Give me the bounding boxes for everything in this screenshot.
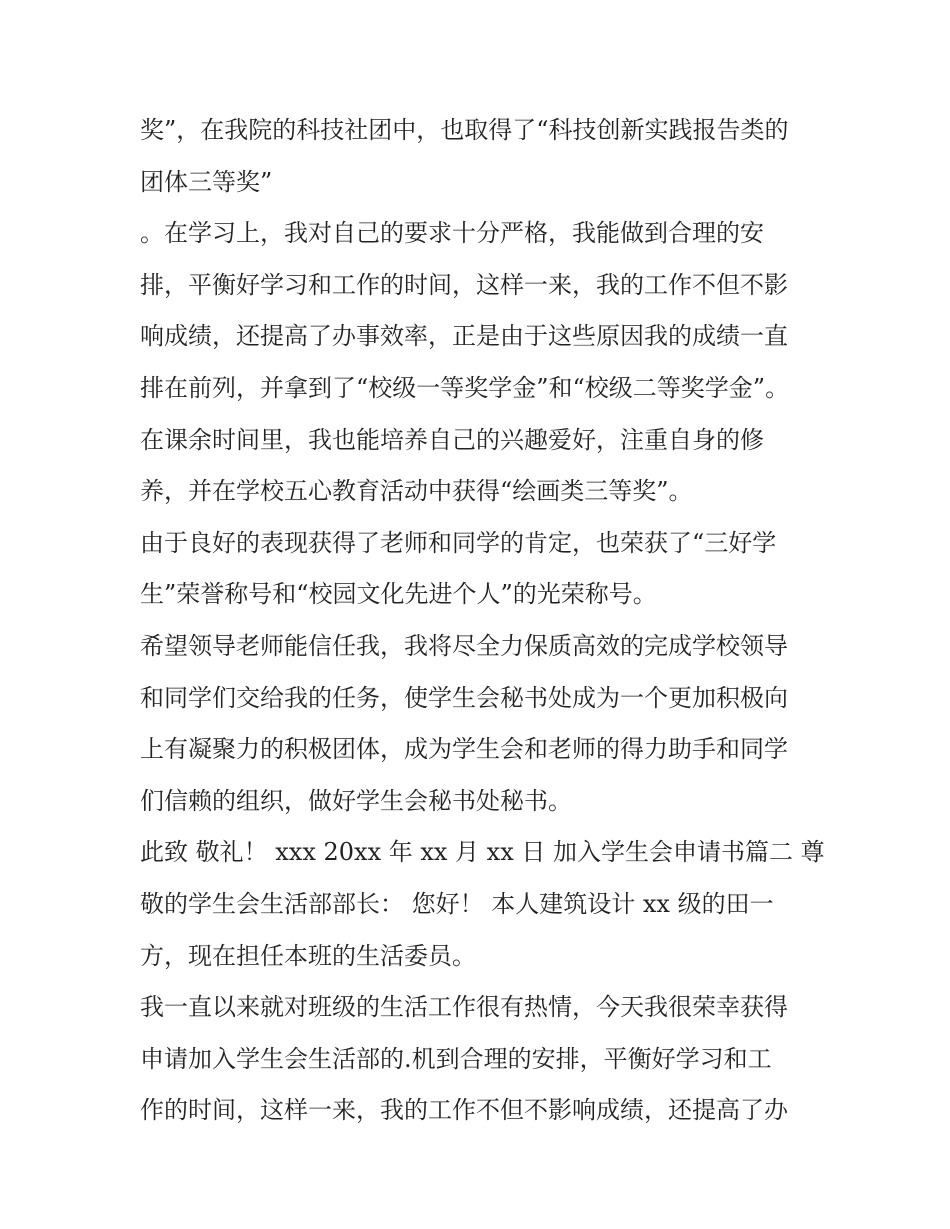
text-line: 们信赖的组织，做好学生会秘书处秘书。 (140, 786, 572, 815)
text-line: 养，并在学校五心教育活动中获得“绘画类三等奖”。 (140, 477, 693, 506)
text-line: 方，现在担任本班的生活委员。 (140, 941, 476, 970)
text-line: 和同学们交给我的任务，使学生会秘书处成为一个更加积极向 (140, 683, 788, 712)
text-line: 我一直以来就对班级的生活工作很有热情，今天我很荣幸获得 (140, 993, 788, 1022)
text-line: 团体三等奖” (140, 167, 273, 196)
text-line: 响成绩，还提高了办事效率，正是由于这些原因我的成绩一直 (140, 322, 788, 351)
text-line: 作的时间，这样一来，我的工作不但不影响成绩，还提高了办 (140, 1096, 788, 1125)
text-line: 排在前列，并拿到了“校级一等奖学金”和“校级二等奖学金”。 (140, 373, 790, 402)
text-line: 生”荣誉称号和“校园文化先进个人”的光荣称号。 (140, 580, 657, 609)
text-line: 此致 敬礼！ xxx 20xx 年 xx 月 xx 日 加入学生会申请书篇二 尊 (140, 838, 825, 867)
text-line: 由于良好的表现获得了老师和同学的肯定，也荣获了“三好学 (140, 528, 777, 557)
text-line: 奖”，在我院的科技社团中，也取得了“科技创新实践报告类的 (140, 116, 789, 144)
text-line: 敬的学生会生活部部长： 您好！ 本人建筑设计 xx 级的田一 (140, 889, 774, 918)
text-line: 申请加入学生会生活部的.机到合理的安排，平衡好学习和工 (140, 1044, 772, 1073)
document-body (140, 105, 825, 1137)
text-line: 上有凝聚力的积极团体，成为学生会和老师的得力助手和同学 (140, 735, 788, 764)
text-line: 在课余时间里，我也能培养自己的兴趣爱好，注重自身的修 (140, 425, 764, 454)
text-line: 。在学习上，我对自己的要求十分严格，我能做到合理的安 (140, 219, 764, 248)
text-line: 排，平衡好学习和工作的时间，这样一来，我的工作不但不影 (140, 270, 788, 299)
text-line: 希望领导老师能信任我，我将尽全力保质高效的完成学校领导 (140, 631, 788, 660)
